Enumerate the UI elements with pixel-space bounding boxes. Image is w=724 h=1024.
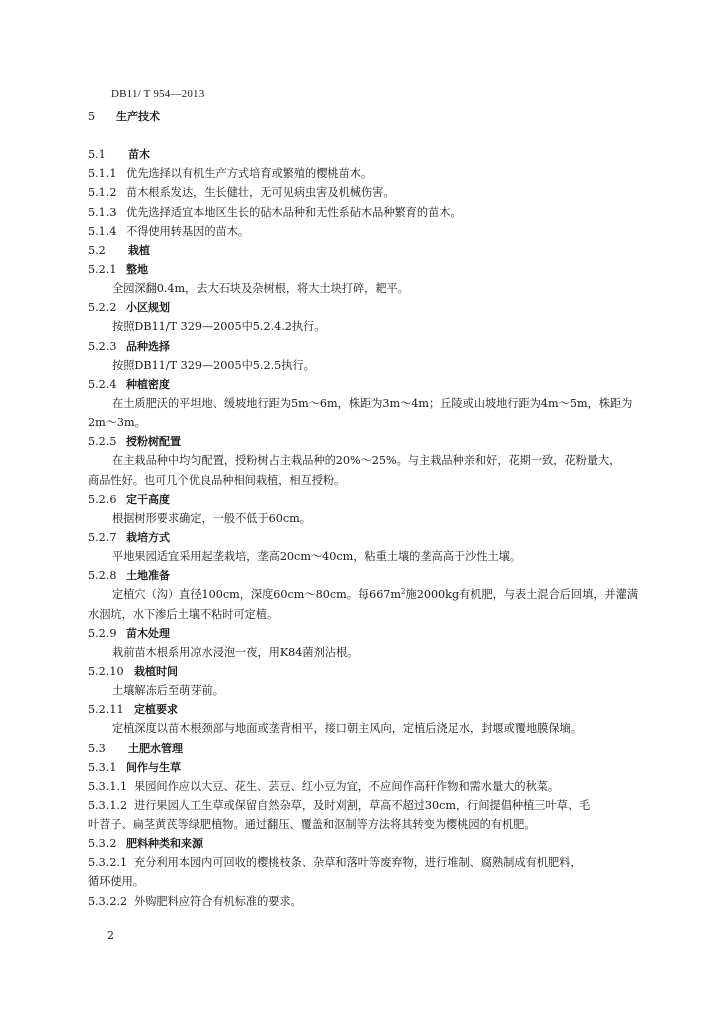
section-title: 栽植: [128, 243, 150, 257]
section-title: 定干高度: [126, 492, 170, 506]
section-title: 苗木: [128, 148, 150, 162]
section-title: 小区规划: [126, 301, 170, 315]
subsection-heading: [88, 145, 660, 164]
section-number: 5.1.3: [88, 205, 117, 219]
section-number: 5.3.1: [88, 760, 117, 774]
clause-heading: [88, 566, 660, 585]
section-title: 苗木处理: [126, 626, 170, 640]
clause-heading: [88, 432, 660, 451]
section-number: 5.3: [88, 741, 106, 755]
subsection-heading: [88, 739, 660, 758]
section-number: 5.2.5: [88, 435, 117, 449]
document-body: [88, 107, 660, 911]
paragraph-text: 按照DB11/T 329—2005中5.2.4.2执行。: [112, 320, 326, 334]
section-heading: [88, 107, 660, 126]
paragraph-text: 循环使用。: [88, 875, 144, 889]
section-number: 5.2.6: [88, 492, 117, 506]
paragraph-text: 定植穴（沟）直径100cm，深度60cm～80cm。每667m: [112, 588, 402, 602]
paragraph-text: 2m～3m。: [88, 416, 146, 430]
section-number: 5.2.7: [88, 530, 117, 544]
clause-text: 外购肥料应符合有机标准的要求。: [134, 894, 302, 908]
paragraph: [88, 394, 660, 413]
paragraph: [88, 317, 660, 336]
clause-item: [88, 853, 660, 872]
section-number: 5.2.4: [88, 377, 117, 391]
paragraph-text: 全园深翻0.4m，去大石块及杂树根，将大土块打碎，耙平。: [112, 282, 409, 296]
clause-text: 苗木根系发达，生长健壮，无可见病虫害及机械伤害。: [126, 186, 395, 200]
paragraph-text: 土壤解冻后至萌芽前。: [112, 684, 224, 698]
paragraph: [88, 451, 660, 470]
paragraph-text: 在土质肥沃的平坦地、缓坡地行距为5m～6m，株距为3m～4m；丘陵或山坡地行距为4m～5m，株距为: [112, 396, 633, 410]
paragraph-continuation: [88, 471, 660, 490]
clause-heading: [88, 375, 660, 394]
section-title: 肥料种类和来源: [126, 837, 203, 851]
section-title: 品种选择: [126, 339, 170, 353]
section-title: 生产技术: [116, 110, 160, 123]
section-number: 5.3.2: [88, 837, 117, 851]
paragraph: [88, 509, 660, 528]
clause-text: 优先选择以有机生产方式培育或繁殖的樱桃苗木。: [126, 167, 373, 181]
clause-item: [88, 777, 660, 796]
clause-heading: [88, 834, 660, 853]
clause-text: 果园间作应以大豆、花生、芸豆、红小豆为宜，不应间作高秆作物和需水量大的秋菜。: [134, 779, 560, 793]
paragraph: [88, 681, 660, 700]
section-title: 土地准备: [126, 569, 170, 583]
clause-heading: [88, 624, 660, 643]
section-number: 5.1.2: [88, 186, 117, 200]
paragraph-text: 在主栽品种中均匀配置，授粉树占主栽品种的20%～25%。与主栽品种亲和好，花期一致，花粉量大，: [112, 454, 621, 468]
section-number: 5.3.2.2: [88, 894, 128, 908]
clause-item: [88, 164, 660, 183]
section-title: 种植密度: [126, 377, 170, 391]
section-number: 5.3.1.2: [88, 798, 128, 812]
paragraph: [88, 547, 660, 566]
section-number: 5.2.11: [88, 703, 124, 717]
paragraph-continuation: [88, 815, 660, 834]
paragraph-continuation: [88, 872, 660, 891]
section-number: 5.3.1.1: [88, 779, 128, 793]
paragraph: [88, 356, 660, 375]
paragraph-text: 商品性好。也可几个优良品种相间栽植，相互授粉。: [88, 473, 346, 487]
paragraph: [88, 719, 660, 738]
paragraph-continuation: [88, 413, 660, 432]
section-number: 5.2.3: [88, 339, 117, 353]
section-number: 5.1.1: [88, 167, 117, 181]
clause-heading: [88, 528, 660, 547]
section-number: 5.2: [88, 243, 106, 257]
clause-heading: [88, 662, 660, 681]
section-number: 5.2.10: [88, 664, 124, 678]
paragraph-text: 栽前苗木根系用凉水浸泡一夜，用K84菌剂沾根。: [112, 645, 359, 659]
clause-heading: [88, 490, 660, 509]
clause-heading: [88, 260, 660, 279]
superscript: 2: [401, 587, 406, 596]
section-title: 栽植时间: [134, 664, 178, 678]
section-title: 土肥水管理: [128, 741, 183, 755]
paragraph: [88, 279, 660, 298]
section-number: 5.2.9: [88, 626, 117, 640]
page-number: 2: [107, 929, 114, 942]
clause-text: 充分利用本园内可回收的樱桃枝条、杂草和落叶等废弃物，进行堆制、腐熟制成有机肥料，: [134, 856, 582, 870]
section-number: 5.2.8: [88, 569, 117, 583]
section-number: 5.2.1: [88, 262, 117, 276]
subsection-heading: [88, 241, 660, 260]
clause-text: 进行果园人工生草或保留自然杂草，及时刈割，草高不超过30cm，行间提倡种植三叶草、毛: [134, 798, 591, 812]
clause-text: 优先选择适宜本地区生长的砧木品种和无性系砧木品种繁育的苗木。: [126, 205, 462, 219]
clause-heading: [88, 700, 660, 719]
section-number: 5.3.2.1: [88, 856, 128, 870]
paragraph-text: 施2000kg有机肥，与表土混合后回填，并灌满: [405, 588, 639, 602]
paragraph-text: 定植深度以苗木根颈部与地面或垄背相平，接口朝主风向，定植后浇足水，封堰或覆地膜保墒。: [112, 722, 582, 736]
section-title: 整地: [126, 262, 148, 276]
section-title: 授粉树配置: [126, 435, 181, 449]
paragraph-text: 水洇坑，水下渗后土壤不粘时可定植。: [88, 607, 279, 621]
clause-item: [88, 796, 660, 815]
paragraph-text: 根据树形要求确定，一般不低于60cm。: [112, 511, 311, 525]
section-title: 定植要求: [134, 703, 178, 717]
section-number: 5: [88, 110, 96, 123]
paragraph: [88, 585, 660, 604]
paragraph-continuation: [88, 605, 660, 624]
clause-item: [88, 892, 660, 911]
page-header: DB11/ T 954—2013: [111, 88, 205, 100]
clause-item: [88, 203, 660, 222]
paragraph-text: 叶苕子、扁茎黄芪等绿肥植物。通过翻压、覆盖和沤制等方法将其转变为樱桃园的有机肥。: [88, 818, 536, 832]
clause-heading: [88, 298, 660, 317]
paragraph-text: 按照DB11/T 329—2005中5.2.5执行。: [112, 358, 315, 372]
paragraph: [88, 643, 660, 662]
clause-text: 不得使用转基因的苗木。: [126, 224, 250, 238]
section-number: 5.1: [88, 148, 106, 162]
section-number: 5.1.4: [88, 224, 117, 238]
paragraph-text: 平地果园适宜采用起垄栽培，垄高20cm～40cm，粘重土壤的垄高高于沙性土壤。: [112, 550, 522, 564]
section-title: 栽培方式: [126, 530, 170, 544]
spacer: [88, 126, 660, 145]
clause-heading: [88, 337, 660, 356]
clause-item: [88, 222, 660, 241]
clause-heading: [88, 758, 660, 777]
section-number: 5.2.2: [88, 301, 117, 315]
section-title: 间作与生草: [126, 760, 181, 774]
clause-item: [88, 183, 660, 202]
